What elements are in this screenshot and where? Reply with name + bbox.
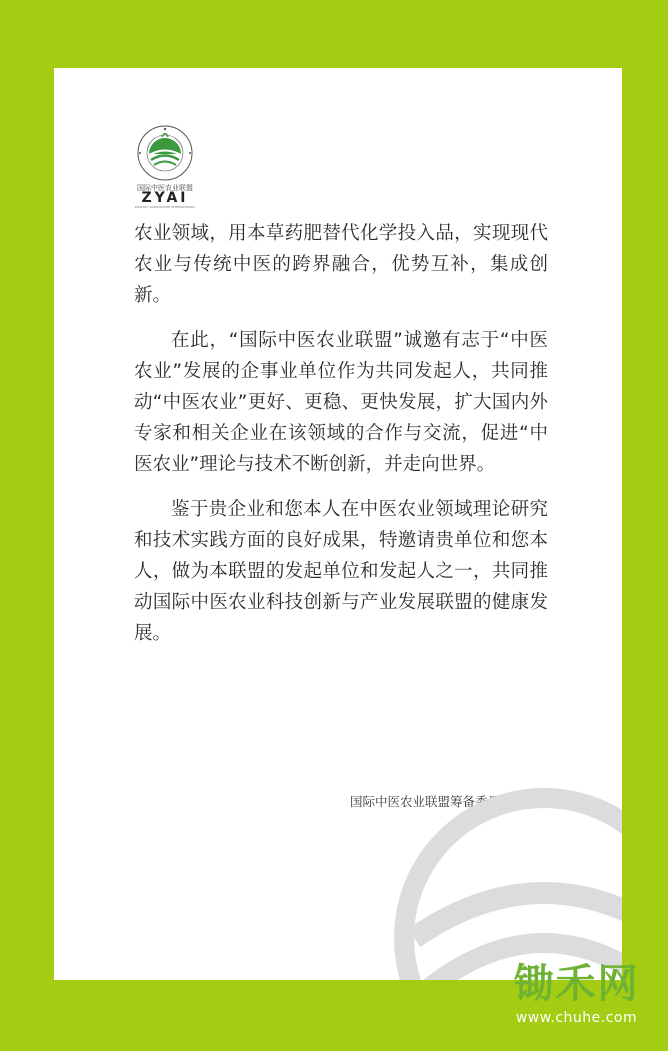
paragraph-1: 农业领域，用本草药肥替代化学投入品，实现现代农业与传统中医的跨界融合，优势互补，集成创新。 bbox=[134, 223, 548, 306]
logo-name-en: ZHONGYI AGRICULTURE INTERNATIONAL bbox=[134, 205, 196, 209]
paragraph-3: 鉴于贵企业和您本人在中医农业领域理论研究和技术实践方面的良好成果，特邀请贵单位和您本人，做为本联盟的发起单位和发起人之一，共同推动国际中医农业科技创新与产业发展联盟的健康发展。 bbox=[134, 499, 548, 644]
letter-page bbox=[54, 68, 622, 980]
site-url: www.chuhe.com bbox=[515, 1010, 638, 1026]
alliance-logo bbox=[132, 124, 198, 208]
letter-body bbox=[134, 218, 548, 663]
alliance-emblem-icon bbox=[132, 124, 198, 184]
globe-watermark-icon bbox=[394, 788, 622, 980]
logo-name-cn: 国际中医农业联盟 bbox=[137, 184, 193, 192]
site-name: 锄禾网 bbox=[513, 961, 640, 1007]
paragraph-2: 在此，“国际中医农业联盟”诚邀有志于“中医农业”发展的企事业单位作为共同发起人，共同推动“中医农业”更好、更稳、更快发展，扩大国内外专家和相关企业在该领域的合作与交流，促进“中医农业”理论与技术不断创新，并走向世界。 bbox=[134, 330, 548, 475]
site-watermark bbox=[504, 962, 649, 1038]
logo-acronym: ZYAI bbox=[141, 190, 189, 206]
signature: 国际中医农业联盟筹备委员会 bbox=[350, 794, 513, 809]
